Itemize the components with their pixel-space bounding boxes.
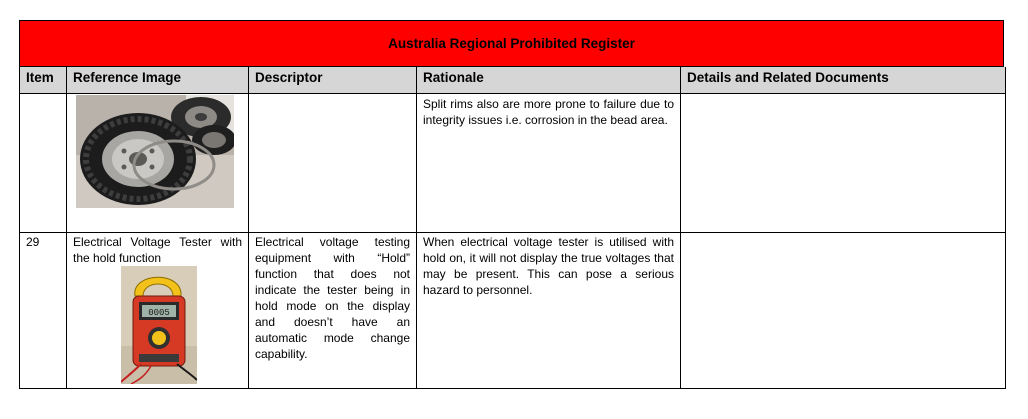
row2-rationale: When electrical voltage tester is utilised with hold on, it will not display the true voltages that may be present. This can pose a serious hazard to personnel.: [416, 232, 681, 389]
header-reference-image: Reference Image: [66, 67, 249, 94]
row2-details: [680, 232, 1006, 389]
register-title: Australia Regional Prohibited Register: [19, 20, 1004, 67]
header-descriptor: Descriptor: [248, 67, 417, 94]
row2-reference-image: [66, 232, 249, 389]
row1-item: [19, 94, 67, 233]
prohibited-register-table: [19, 20, 1006, 389]
row2-item: 29: [19, 232, 67, 389]
meter-display-reading: 0005: [148, 308, 170, 318]
row1-reference-image: [66, 94, 249, 233]
row1-rationale: Split rims also are more prone to failure due to integrity issues i.e. corrosion in the bead area.: [416, 94, 681, 233]
row2-descriptor: Electrical voltage testing equipment with “Hold” function that does not indicate the tester being in hold mode on the display and doesn’t have an automatic mode change capability.: [248, 232, 417, 389]
row1-descriptor: [248, 94, 417, 233]
header-item: Item: [19, 67, 67, 94]
row2-reference-label: Electrical Voltage Tester with the hold function: [73, 235, 242, 265]
header-rationale: Rationale: [416, 67, 681, 94]
header-details: Details and Related Documents: [680, 67, 1006, 94]
clamp-meter-image: [121, 266, 197, 384]
split-rim-tyre-image: [76, 95, 234, 208]
row1-details: [680, 94, 1006, 233]
